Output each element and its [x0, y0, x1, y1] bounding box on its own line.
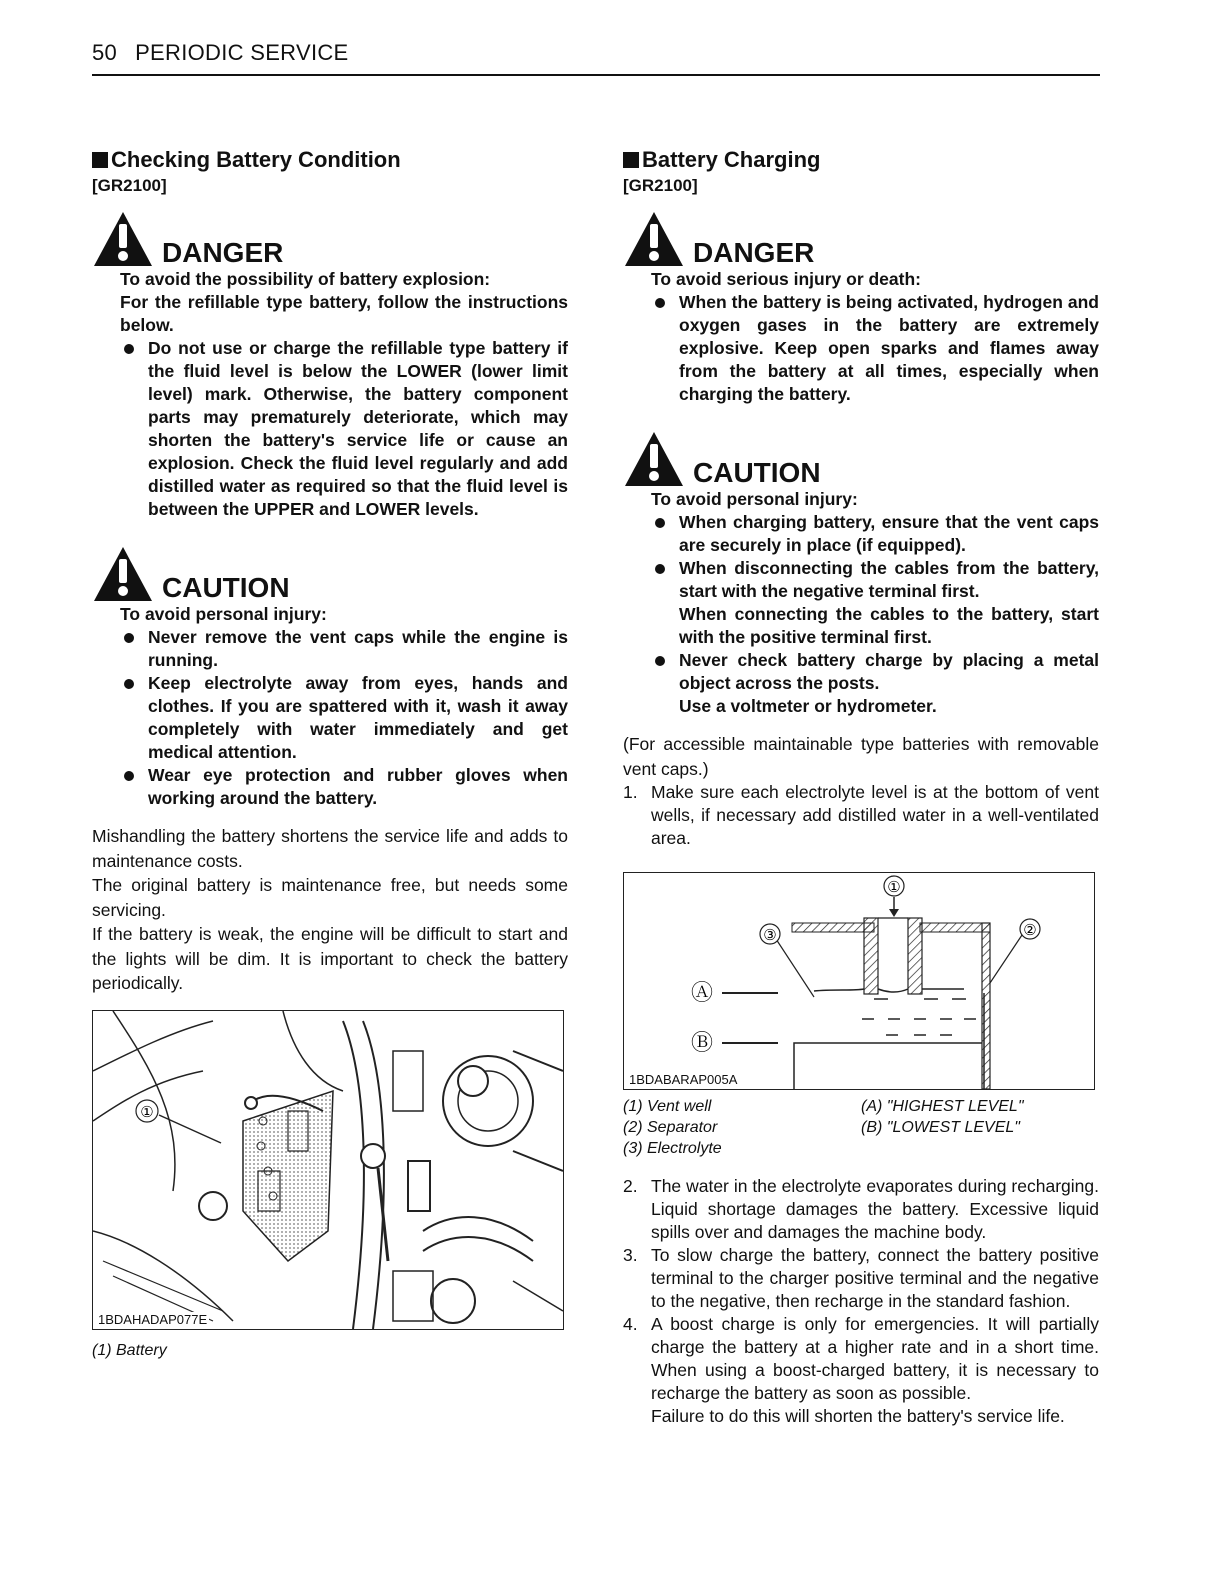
- danger-label: DANGER: [693, 237, 815, 268]
- section-title: PERIODIC SERVICE: [135, 40, 349, 65]
- danger-intro: To avoid serious injury or death:: [651, 269, 921, 289]
- vent-well-diagram: [624, 873, 1094, 1089]
- section-heading: Checking Battery Condition: [92, 146, 568, 174]
- callout-B: Ⓑ: [690, 1031, 714, 1056]
- intro-paragraph: (For accessible maintainable type batteries with removable vent caps.): [623, 734, 1099, 779]
- legend-item: (A) "HIGHEST LEVEL": [861, 1098, 1024, 1115]
- battery-photo-figure: [92, 1010, 564, 1330]
- legend-item: (B) "LOWEST LEVEL": [861, 1119, 1020, 1136]
- step-item: 3. To slow charge the battery, connect the battery positive terminal to the charger positive terminal and the negative to the negative, then recharge in the standard fashion.: [623, 1245, 1099, 1311]
- figure-code: 1BDABARAP005A: [629, 1072, 738, 1087]
- callout-2: ②: [1023, 922, 1037, 939]
- square-bullet-icon: [623, 152, 639, 168]
- danger-bullet: When the battery is being activated, hydrogen and oxygen gases in the battery are extremely explosive. Keep open sparks and flames away from the battery at all times, especially when charging the battery.: [651, 291, 1099, 406]
- danger-label: DANGER: [162, 237, 284, 268]
- steps-list-b: [623, 1175, 1099, 1428]
- danger-notice: [92, 210, 568, 521]
- caution-label: CAUTION: [693, 457, 821, 488]
- step-item: 1. Make sure each electrolyte level is at the bottom of vent wells, if necessary add distilled water in a well-ventilated area.: [623, 782, 1099, 848]
- caution-label: CAUTION: [162, 572, 290, 603]
- body-paragraph: Mishandling the battery shortens the service life and adds to maintenance costs.: [92, 826, 568, 871]
- caution-bullet: When disconnecting the cables from the battery, start with the negative terminal first. When connecting the cables to the battery, start with the positive terminal first.: [651, 557, 1099, 649]
- figure-caption: (1) Battery: [92, 1341, 167, 1359]
- caution-bullet: Never remove the vent caps while the engine is running.: [120, 626, 568, 672]
- steps-list-a: [623, 781, 1099, 850]
- model-tag: [GR2100]: [623, 176, 698, 195]
- left-column: [92, 146, 568, 1361]
- body-paragraph: The original battery is maintenance free, but needs some servicing.: [92, 875, 568, 920]
- figure-code: 1BDAHADAP077E: [98, 1311, 208, 1327]
- callout-3: ③: [763, 927, 777, 944]
- caution-notice: [92, 545, 568, 810]
- section-heading: Battery Charging: [623, 146, 1099, 174]
- square-bullet-icon: [92, 152, 108, 168]
- caution-notice: [623, 430, 1099, 718]
- header-rule: [92, 74, 1100, 76]
- caution-intro: To avoid personal injury:: [120, 604, 327, 624]
- legend-item: (3) Electrolyte: [623, 1140, 722, 1157]
- danger-intro-2: For the refillable type battery, follow the instructions below.: [120, 292, 568, 335]
- model-tag: [GR2100]: [92, 176, 167, 195]
- caution-bullet: Keep electrolyte away from eyes, hands and clothes. If you are spattered with it, wash it away completely with water immediately and get medical attention.: [120, 672, 568, 764]
- figure-legend: [623, 1096, 1099, 1159]
- legend-item: (1) Vent well: [623, 1098, 712, 1115]
- warning-triangle-icon: [92, 545, 154, 603]
- warning-triangle-icon: [623, 430, 685, 488]
- warning-triangle-icon: [92, 210, 154, 268]
- caution-bullet: Wear eye protection and rubber gloves when working around the battery.: [120, 764, 568, 810]
- callout-1: ①: [140, 1103, 154, 1121]
- battery-illustration: [93, 1011, 563, 1329]
- caution-intro: To avoid personal injury:: [651, 489, 858, 509]
- warning-triangle-icon: [623, 210, 685, 268]
- danger-notice: [623, 210, 1099, 406]
- body-paragraph: If the battery is weak, the engine will be difficult to start and the lights will be dim. It is important to check the battery periodically.: [92, 924, 568, 993]
- legend-item: (2) Separator: [623, 1119, 718, 1136]
- caution-bullet: Never check battery charge by placing a metal object across the posts. Use a voltmeter or hydrometer.: [651, 649, 1099, 718]
- step-item: 4. A boost charge is only for emergencies. It will partially charge the battery at a higher rate and in a short time. When using a boost-charged battery, it is necessary to recharge the battery as soon as possible. Failure to do this will shorten the battery's service life.: [623, 1314, 1099, 1426]
- page-header: [92, 40, 1100, 66]
- callout-A: Ⓐ: [690, 981, 714, 1006]
- danger-intro: To avoid the possibility of battery explosion:: [120, 269, 491, 289]
- vent-well-figure: [623, 872, 1095, 1090]
- step-item: 2. The water in the electrolyte evaporates during recharging. Liquid shortage damages the battery. Excessive liquid spills over and damages the machine body.: [623, 1176, 1099, 1242]
- caution-bullet: When charging battery, ensure that the vent caps are securely in place (if equipped).: [651, 511, 1099, 557]
- callout-1: ①: [887, 879, 901, 896]
- page-number: 50: [92, 40, 118, 65]
- right-column: [623, 146, 1099, 1428]
- danger-bullet: Do not use or charge the refillable type battery if the fluid level is below the LOWER (lower limit level) mark. Otherwise, the battery component parts may prematurely deteriorate, which may shorten the battery's service life or cause an explosion. Check the fluid level regularly and add distilled water as required so that the fluid level is between the UPPER and LOWER levels.: [120, 337, 568, 521]
